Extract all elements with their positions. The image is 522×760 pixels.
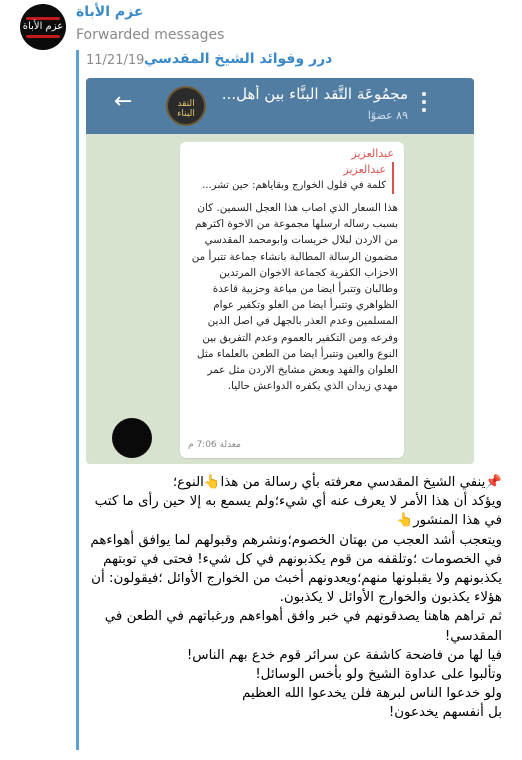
screenshot-message-bubble xyxy=(180,142,404,458)
screenshot-sender: عبدالعزيز xyxy=(351,147,394,160)
quote-bar xyxy=(392,162,394,194)
quoted-sender: عبدالعزيز xyxy=(343,163,386,176)
back-arrow-icon: ← xyxy=(114,89,133,114)
forward-header xyxy=(86,51,336,71)
quoted-text: كلمة في فلول الخوارج وبقاياهم: حين تشر... xyxy=(202,180,386,191)
group-avatar-text: التقد البناء xyxy=(177,99,195,119)
avatar-label: عزم الأباة xyxy=(22,21,64,32)
screenshot-message-body: هذا السعار الذي اصاب هذا العجل السمين. كان بسبب رساله ارسلها مجموعة من الاخوة اكثرهم من الاردن لبلال خريسات وابومحمد المقدسي مضمون الرسالة المطالبة بانشاء جماعة تتبرأ من الاحزاب الكفرية كجماعة الاخوان المرتدين وطالبان وتتبرأ ايضا من مياعة وحزبية قاعدة الظواهري وتتبرأ ايضا من الغلو وتكفير عوام المسلمين وعدم العذر بالجهل في اصل الدين وفرعه ومن التكفير بالعموم وعدم التفريق بين النوع والعين وتتبرأ ايضا من الطعن بالعلماء مثل العلوان والفهد وبعض مشايخ الاردن مثل عمر مهدي زيدان الذي يكفره الدواعش حاليا. xyxy=(191,202,398,393)
post-line: ولو خدعوا الناس لبرهة فلن يخدعوا الله العظيم xyxy=(242,686,502,702)
forward-accent-bar xyxy=(76,50,79,750)
embedded-screenshot[interactable] xyxy=(86,78,474,464)
post-line: وتألبوا على عداوة الشيخ ولو بأخس الوسائل! xyxy=(255,667,502,683)
sender-name[interactable]: عزم الأباة xyxy=(76,4,144,20)
group-avatar xyxy=(166,86,206,126)
post-text xyxy=(84,473,502,723)
screenshot-toolbar xyxy=(86,78,474,134)
channel-avatar[interactable] xyxy=(20,4,66,50)
group-title: مجمُوعَة التَّقد البنَّاء بين أهل... xyxy=(221,85,408,103)
post-line: ويتعجب أشد العجب من بهتان الخصوم؛ونشرهم وقبولهم لما يوافق أهواءهم في الخصومات ؛وتلقفه من قوم يكذبونهم في كل شيء! فحتى في توبتهم يكذبونهم ولا يقبلونها منهم؛ويعدونهم أخبث من الخوارج الأوائل ؛فيقولون: أن هؤلاء يكذبون والخوارج الأوائل لا يكذبون. xyxy=(90,532,502,606)
more-vert-icon xyxy=(422,92,428,116)
post-line: فيا لها من فاضحة كاشفة عن سرائر قوم خدع بهم الناس! xyxy=(186,647,502,663)
forward-date: 11/21/19 xyxy=(86,53,145,68)
post-line: ويؤكد أن هذا الأمر لا يعرف عنه أي شيء؛ولم يسمع به إلا حين رأى ما كتب في هذا المنشور👆 xyxy=(94,494,502,529)
post-line: بل أنفسهم يخدعون! xyxy=(388,705,502,721)
post-line: 📌ينفي الشيخ المقدسي معرفته بأي رسالة من هذا👆النوع؛ xyxy=(172,475,502,490)
forward-channel-name[interactable]: درر وفوائد الشيخ المقدسي xyxy=(144,51,333,67)
post-line: ثم تراهم هاهنا يصدقونهم في خبر وافق أهواءهم ورغباتهم في الطعن في المقدسي! xyxy=(104,609,502,644)
group-members: ٨٩ عضوًا xyxy=(367,109,408,122)
forwarded-label: Forwarded messages xyxy=(76,27,225,43)
screenshot-message-time: معدلة 7:06 م xyxy=(188,440,241,450)
redaction-blot xyxy=(112,418,152,458)
